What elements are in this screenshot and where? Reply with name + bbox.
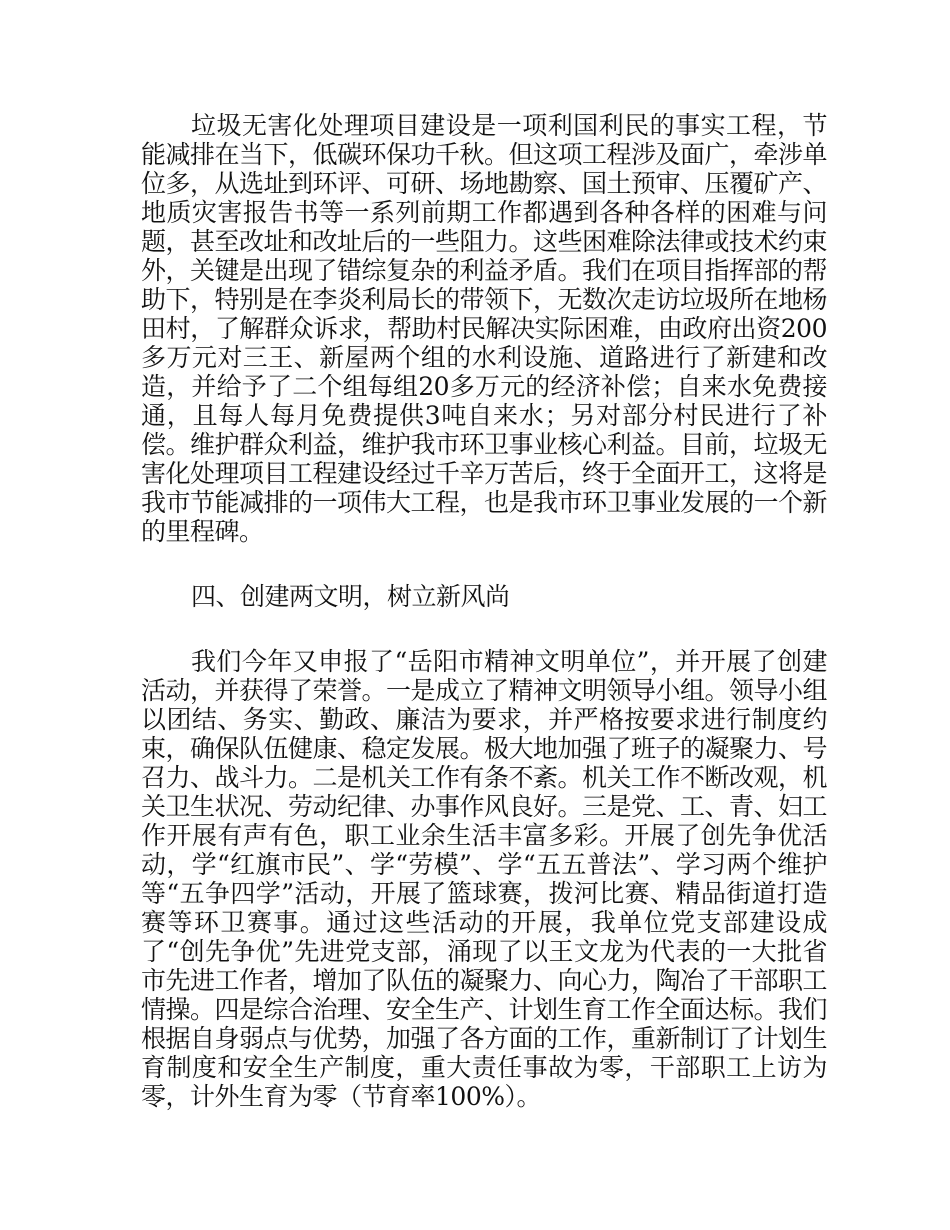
document-page xyxy=(141,111,827,1111)
section-heading: 四、创建两文明，树立新风尚 xyxy=(191,582,510,611)
paragraph-waste-project: 垃圾无害化处理项目建设是一项利国利民的事实工程，节能减排在当下，低碳环保功千秋。但这项工程涉及面广，牵涉单位多，从选址到环评、可研、场地勘察、国土预审、压覆矿产、地质灾害报告书等一系列前期工作都遇到各种各样的困难与问题，甚至改址和改址后的一些阻力。这些困难除法律或技术约束外，关键是出现了错综复杂的利益矛盾。我们在项目指挥部的帮助下，特别是在李炎利局长的带领下，无数次走访垃圾所在地杨田村，了解群众诉求，帮助村民解决实际困难，由政府出资200多万元对三王、新屋两个组的水利设施、道路进行了新建和改造，并给予了二个组每组20多万元的经济补偿；自来水免费接通，且每人每月免费提供3吨自来水；另对部分村民进行了补偿。维护群众利益，维护我市环卫事业核心利益。目前，垃圾无害化处理项目工程建设经过千辛万苦后，终于全面开工，这将是我市节能减排的一项伟大工程，也是我市环卫事业发展的一个新的里程碑。 xyxy=(141,111,828,546)
paragraph-civilization: 我们今年又申报了“岳阳市精神文明单位”，并开展了创建活动，并获得了荣誉。一是成立了精神文明领导小组。领导小组以团结、务实、勤政、廉洁为要求，并严格按要求进行制度约束，确保队伍健康、稳定发展。极大地加强了班子的凝聚力、号召力、战斗力。二是机关工作有条不紊。机关工作不断改观，机关卫生状况、劳动纪律、办事作风良好。三是党、工、青、妇工作开展有声有色，职工业余生活丰富多彩。开展了创先争优活动，学“红旗市民”、学“劳模”、学“五五普法”、学习两个维护等“五争四学”活动，开展了篮球赛，拨河比赛、精品街道打造赛等环卫赛事。通过这些活动的开展，我单位党支部建设成了“创先争优”先进党支部，涌现了以王文龙为代表的一大批省市先进工作者，增加了队伍的凝聚力、向心力，陶冶了干部职工情操。四是综合治理、安全生产、计划生育工作全面达标。我们根据自身弱点与优势，加强了各方面的工作，重新制订了计划生育制度和安全生产制度，重大责任事故为零，干部职工上访为零，计外生育为零（节育率100%）。 xyxy=(141,647,828,1111)
